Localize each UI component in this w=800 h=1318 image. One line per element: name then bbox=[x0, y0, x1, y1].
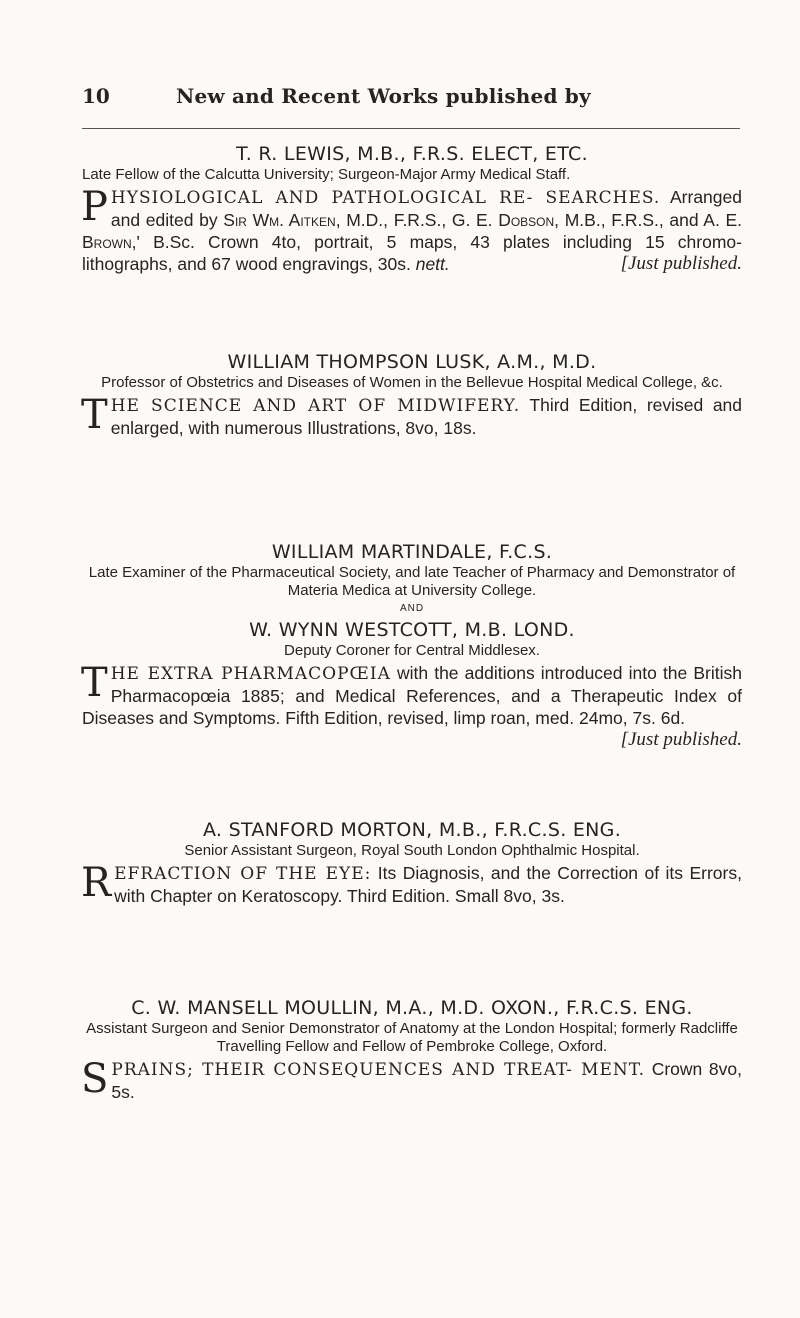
running-title: New and Recent Works published by bbox=[176, 84, 591, 108]
author-credentials: Late Fellow of the Calcutta University; Surgeon-Major Army Medical Staff. bbox=[82, 166, 571, 183]
author-name: A. STANFORD MORTON, M.B., F.R.C.S. ENG. bbox=[202, 819, 622, 841]
book-entry bbox=[82, 818, 742, 907]
coauthor-name: W. WYNN WESTCOTT, M.B. LOND. bbox=[249, 619, 575, 641]
author-name: T. R. LEWIS, M.B., F.R.S. ELECT, ETC. bbox=[236, 143, 588, 165]
book-title: EFRACTION OF THE EYE: bbox=[114, 864, 372, 884]
book-title: HE SCIENCE AND ART OF MIDWIFERY. bbox=[110, 396, 521, 416]
author-name: WILLIAM THOMPSON LUSK, A.M., M.D. bbox=[227, 351, 597, 373]
drop-cap: T bbox=[81, 660, 108, 706]
book-title: HE EXTRA PHARMACOPŒIA bbox=[110, 664, 391, 684]
book-description: SPRAINS; THEIR CONSEQUENCES AND TREAT- MENT. Crown 8vo, 5s. bbox=[81, 1056, 742, 1102]
book-title: PRAINS; THEIR CONSEQUENCES AND TREAT- MENT. bbox=[111, 1060, 646, 1080]
book-title: HYSIOLOGICAL AND PATHOLOGICAL RE- SEARCHES. bbox=[110, 188, 661, 208]
author-name: WILLIAM MARTINDALE, F.C.S. bbox=[271, 541, 553, 563]
drop-cap: P bbox=[81, 184, 108, 230]
author-name: C. W. MANSELL MOULLIN, M.A., M.D. OXON., F.R.C.S. ENG. bbox=[131, 997, 693, 1019]
author-credentials: Senior Assistant Surgeon, Royal South London Ophthalmic Hospital. bbox=[184, 842, 640, 859]
author-credentials: Professor of Obstetrics and Diseases of Women in the Bellevue Hospital Medical College, &c. bbox=[101, 374, 723, 391]
coauthor-credentials: Deputy Coroner for Central Middlesex. bbox=[284, 642, 540, 659]
and-separator: AND bbox=[399, 603, 425, 614]
drop-cap: S bbox=[81, 1056, 109, 1102]
publication-note: [Just published. bbox=[620, 729, 742, 750]
book-entry bbox=[82, 996, 742, 1103]
book-entry bbox=[82, 142, 742, 275]
book-description: REFRACTION OF THE EYE: Its Diagnosis, and the Correction of its Errors, with Chapter on Keratoscopy. Third Edition. Small 8vo, 3s. bbox=[81, 860, 742, 906]
book-description: THE SCIENCE AND ART OF MIDWIFERY. Third Edition, revised and enlarged, with numerous Illustrations, 8vo, 18s. bbox=[81, 392, 743, 438]
drop-cap: R bbox=[81, 860, 112, 906]
book-description: THE EXTRA PHARMACOPŒIA with the additions introduced into the British Pharmacopœia 1885; and Medical References, and a Therapeutic Index of Diseases and Symptoms. Fifth Edition, revised, limp roan, med. 24mo, 7s. 6d. [Just published. bbox=[81, 660, 742, 750]
author-credentials: Assistant Surgeon and Senior Demonstrator of Anatomy at the London Hospital; formerly Radcliffe Travelling Fellow and Fellow of Pembroke College, Oxford. bbox=[86, 1020, 738, 1055]
page-header bbox=[82, 84, 740, 118]
book-description: PHYSIOLOGICAL AND PATHOLOGICAL RE- SEARCHES. Arranged and edited by Sir Wm. Aitken, M.D., F.R.S., G. E. Dobson, M.B., F.R.S., and A. E. Brown,' B.Sc. Crown 4to, portrait, 5 maps, 43 plates including 15 chromo- lithographs, and 67 wood engravings, 30s. nett. [Just published. bbox=[81, 184, 742, 274]
author-credentials: Late Examiner of the Pharmaceutical Society, and late Teacher of Pharmacy and Demonstrator of Materia Medica at University College. bbox=[88, 564, 736, 599]
drop-cap: T bbox=[81, 392, 108, 438]
book-entry bbox=[82, 540, 742, 751]
page-number: 10 bbox=[82, 84, 110, 108]
book-entry bbox=[82, 350, 742, 439]
header-rule bbox=[82, 128, 740, 129]
publication-note: [Just published. bbox=[620, 253, 742, 274]
